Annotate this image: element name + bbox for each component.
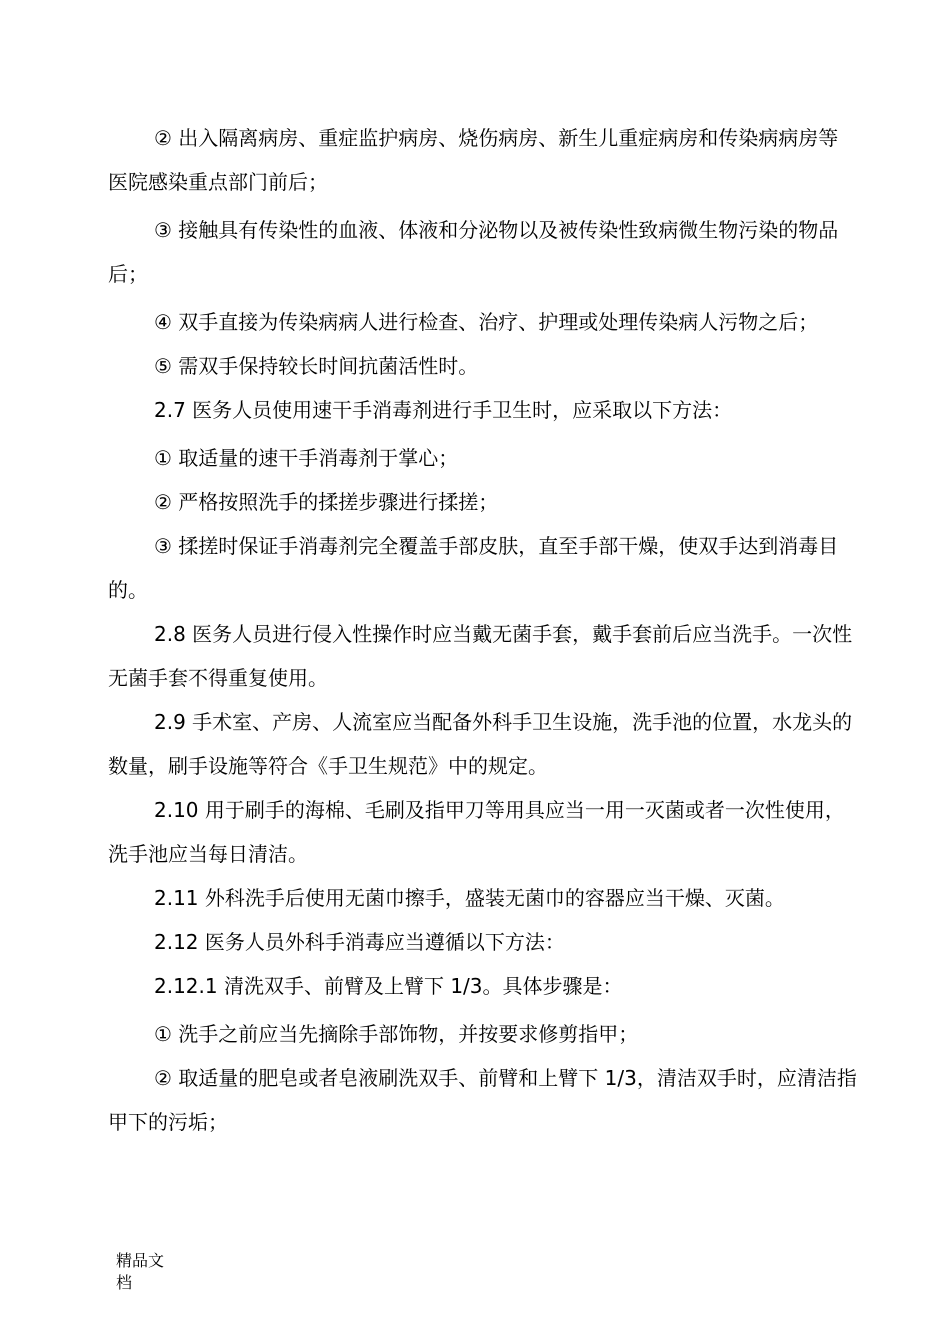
paragraph-step-rub: ② 严格按照洗手的揉搓步骤进行揉搓； — [154, 490, 499, 514]
paragraph-step-dose: ① 取适量的速干手消毒剂于掌心； — [154, 446, 459, 470]
paragraph-section-2-10: 2.10 用于刷手的海棉、毛刷及指甲刀等用具应当一用一灭菌或者一次性使用，洗手池应当每日清洁。 — [108, 798, 845, 866]
paragraph-antibacterial-activity: ⑤ 需双手保持较长时间抗菌活性时。 — [154, 354, 479, 378]
paragraph-step-remove-jewelry: ① 洗手之前应当先摘除手部饰物，并按要求修剪指甲； — [154, 1022, 639, 1046]
paragraph-section-2-12: 2.12 医务人员外科手消毒应当遵循以下方法： — [154, 930, 565, 954]
paragraph-section-2-8: 2.8 医务人员进行侵入性操作时应当戴无菌手套，戴手套前后应当洗手。一次性无菌手套不得重复使用。 — [108, 622, 853, 690]
footer-label: 精品文档 — [116, 1251, 165, 1292]
paragraph-section-2-7: 2.7 医务人员使用速干手消毒剂进行手卫生时，应采取以下方法： — [154, 398, 733, 422]
paragraph-step-cover: ③ 揉搓时保证手消毒剂完全覆盖手部皮肤，直至手部干燥，使双手达到消毒目的。 — [108, 534, 839, 602]
paragraph-isolation-wards: ② 出入隔离病房、重症监护病房、烧伤病房、新生儿重症病房和传染病病房等医院感染重点部门前后； — [108, 126, 839, 194]
paragraph-section-2-11: 2.11 外科洗手后使用无菌巾擦手，盛装无菌巾的容器应当干燥、灭菌。 — [154, 886, 785, 910]
paragraph-direct-care: ④ 双手直接为传染病病人进行检查、治疗、护理或处理传染病人污物之后； — [154, 310, 819, 334]
paragraph-step-scrub: ② 取适量的肥皂或者皂液刷洗双手、前臂和上臂下 1/3，清洁双手时，应清洁指甲下的污垢； — [108, 1066, 857, 1134]
document-body — [108, 116, 858, 1144]
paragraph-contaminated-items: ③ 接触具有传染性的血液、体液和分泌物以及被传染性致病微生物污染的物品后； — [108, 218, 839, 286]
paragraph-section-2-12-1: 2.12.1 清洗双手、前臂及上臂下 1/3。具体步骤是： — [154, 974, 623, 998]
paragraph-section-2-9: 2.9 手术室、产房、人流室应当配备外科手卫生设施，洗手池的位置，水龙头的数量，刷手设施等符合《手卫生规范》中的规定。 — [108, 710, 853, 778]
